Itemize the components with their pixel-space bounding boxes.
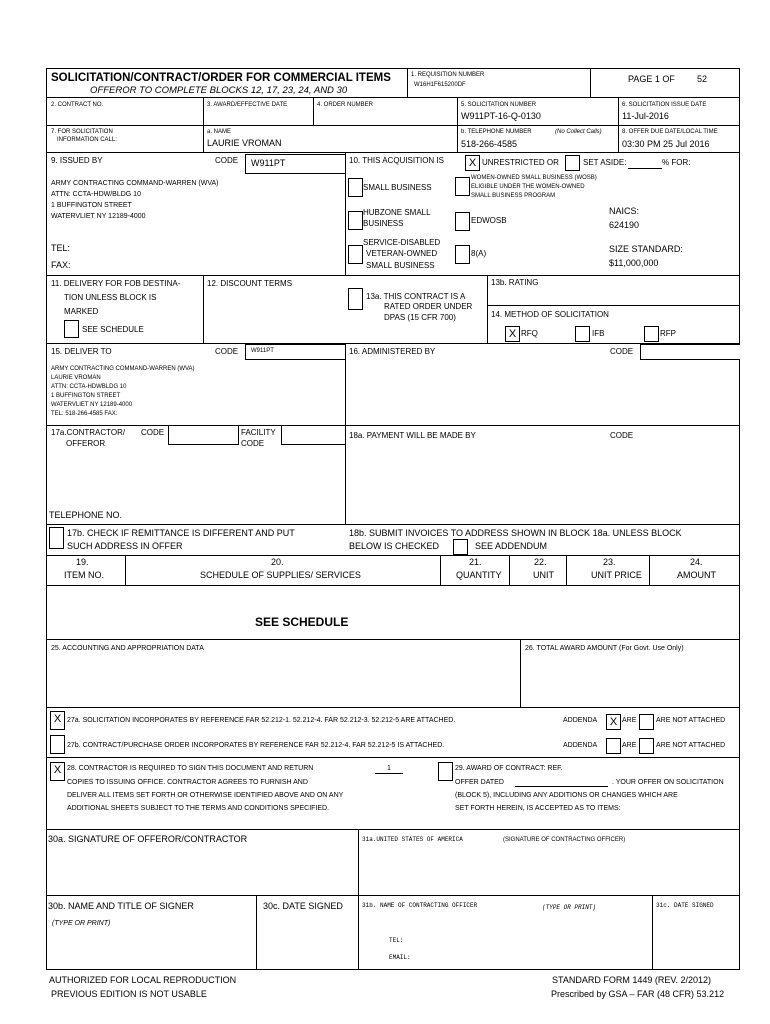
b27b-are-not-label: ARE NOT ATTACHED: [656, 742, 726, 749]
set-aside-for-label: % FOR:: [662, 158, 691, 167]
b29-line-4: SET FORTH HEREIN, IS ACCEPTED AS TO ITEMS:: [455, 805, 621, 812]
b28-line-3: DELIVER ALL ITEMS SET FORTH OR OTHERWISE IDENTIFIED ABOVE AND ON ANY: [67, 792, 344, 799]
rated-order-label-2: RATED ORDER UNDER: [384, 302, 473, 311]
offer-due-label: 8. OFFER DUE DATE/LOCAL TIME: [622, 129, 718, 135]
issued-code-label: CODE: [215, 156, 239, 165]
facility-code-label-2: CODE: [241, 439, 265, 448]
see-schedule-heading: SEE SCHEDULE: [255, 615, 349, 629]
wosb-checkbox[interactable]: [455, 177, 470, 196]
payment-code-label: CODE: [610, 431, 634, 440]
small-business-checkbox[interactable]: [348, 178, 363, 197]
b28-checkbox[interactable]: X: [50, 762, 65, 781]
b27b-text: 27b. CONTRACT/PURCHASE ORDER INCORPORATES BY REFERENCE FAR 52.212-4. FAR 52.212-5 IS ATTACHED.: [67, 742, 445, 749]
b29-line-2a: OFFER DATED: [455, 779, 504, 786]
see-addendum-label: SEE ADDENDUM: [475, 541, 548, 551]
size-standard-value: $11,000,000: [609, 258, 659, 268]
rfq-checkbox[interactable]: X: [505, 326, 520, 342]
sdvosb-label-1: SERVICE-DISABLED: [363, 238, 441, 247]
officer-date-label: 31c. DATE SIGNED: [656, 902, 714, 909]
delivery-fob-label-2: TION UNLESS BLOCK IS: [64, 293, 157, 302]
method-of-solicitation-label: 14. METHOD OF SOLICITATION: [491, 310, 609, 319]
form-title: SOLICITATION/CONTRACT/ORDER FOR COMMERCIAL ITEMS: [51, 72, 391, 84]
col-item-num: 19.: [76, 557, 89, 567]
issued-code-value: W911PT: [251, 158, 286, 168]
col-amount-num: 24.: [690, 557, 703, 567]
page-count-label: PAGE 1 OF: [628, 74, 675, 84]
issued-line-1: ARMY CONTRACTING COMMAND-WARREN (WVA): [51, 180, 219, 187]
signer-name-label: 30b. NAME AND TITLE OF SIGNER: [48, 901, 194, 911]
telephone-label: b. TELEPHONE NUMBER: [461, 129, 532, 135]
col-schedule-num: 20.: [271, 557, 284, 567]
b29-line-1: 29. AWARD OF CONTRACT: REF.: [455, 765, 563, 772]
facility-code-label-1: FACILITY: [241, 428, 276, 437]
col-amount-name: AMOUNT: [677, 570, 716, 580]
hubzone-label-2: BUSINESS: [363, 219, 404, 228]
acquisition-label: 10. THIS ACQUISITION IS: [349, 156, 444, 165]
see-schedule-checkbox[interactable]: [64, 320, 79, 338]
set-aside-checkbox[interactable]: [565, 155, 580, 171]
deliver-to-code-label: CODE: [215, 347, 239, 356]
contact-name-value: LAURIE VROMAN: [207, 138, 282, 148]
delivery-fob-label-1: 11. DELIVERY FOR FOB DESTINA-: [51, 279, 181, 288]
col-unit-price-num: 23.: [603, 557, 616, 567]
col-unit-name: UNIT: [533, 570, 554, 580]
solicitation-number-label: 5. SOLICITATION NUMBER: [461, 102, 537, 108]
deliver-to-code-value: W911PT: [251, 348, 274, 354]
accounting-label: 25. ACCOUNTING AND APPROPRIATION DATA: [51, 645, 204, 652]
contract-no-label: 2. CONTRACT NO.: [51, 102, 104, 108]
remittance-label-2: SUCH ADDRESS IN OFFER: [67, 541, 183, 551]
ifb-label: IFB: [592, 329, 605, 338]
b27a-text: 27a. SOLICITATION INCORPORATES BY REFERENCE FAR 52.212-1. 52.212-4. FAR 52.212-3. 52.212-5 ARE ATTACHED.: [67, 717, 456, 724]
deliver-to-line-6: TEL: 518-266-4585 FAX:: [51, 411, 118, 417]
discount-terms-label: 12. DISCOUNT TERMS: [207, 279, 293, 288]
administered-code-field[interactable]: [640, 344, 740, 360]
award-date-label: 3. AWARD/EFFECTIVE DATE: [207, 102, 288, 108]
remittance-checkbox[interactable]: [49, 527, 64, 549]
rated-order-checkbox[interactable]: [348, 288, 363, 310]
officer-tel-label: TEL:: [389, 937, 404, 944]
b29-line-3: (BLOCK 5), INCLUDING ANY ADDITIONS OR CHANGES WHICH ARE: [455, 792, 678, 799]
eight-a-label: 8(A): [471, 249, 487, 258]
page-count-total: 52: [697, 74, 708, 84]
wosb-label-2: ELIGIBLE UNDER THE WOMEN-OWNED: [471, 184, 585, 190]
eight-a-checkbox[interactable]: [455, 245, 470, 264]
remittance-label-1: 17b. CHECK IF REMITTANCE IS DIFFERENT AND PUT: [67, 528, 295, 538]
unrestricted-checkbox[interactable]: X: [465, 155, 480, 171]
submit-invoices-label-2: BELOW IS CHECKED: [349, 541, 440, 551]
issued-line-3: 1 BUFFINGTON STREET: [51, 202, 132, 209]
b28-copies: 1: [387, 765, 391, 772]
col-quantity-name: QUANTITY: [456, 570, 502, 580]
edwosb-checkbox[interactable]: [455, 212, 470, 231]
naics-label: NAICS:: [609, 206, 640, 216]
issued-by-label: 9. ISSUED BY: [51, 156, 103, 165]
issued-fax-label: FAX:: [51, 260, 71, 270]
submit-invoices-label-1: 18b. SUBMIT INVOICES TO ADDRESS SHOWN IN BLOCK 18a. UNLESS BLOCK: [349, 528, 682, 538]
contractor-code-field[interactable]: [168, 425, 239, 445]
col-schedule-name: SCHEDULE OF SUPPLIES/ SERVICES: [200, 570, 361, 580]
b27a-are-checkbox[interactable]: X: [606, 714, 621, 730]
col-quantity-num: 21.: [469, 557, 482, 567]
b28-line-2: COPIES TO ISSUING OFFICE. CONTRACTOR AGREES TO FURNISH AND: [67, 779, 308, 786]
contractor-code-label: CODE: [141, 428, 165, 437]
delivery-fob-label-3: MARKED: [64, 307, 99, 316]
b27a-are-not-label: ARE NOT ATTACHED: [656, 717, 726, 724]
hubzone-checkbox[interactable]: [348, 211, 363, 230]
deliver-to-line-3: ATTN: CCTA-HDWBLDG 10: [51, 384, 127, 390]
b27a-are-not-checkbox[interactable]: [639, 714, 654, 730]
b27b-are-not-checkbox[interactable]: [639, 738, 654, 754]
officer-name-label: 31b. NAME OF CONTRACTING OFFICER: [362, 902, 478, 909]
b29-line-2b: . YOUR OFFER ON SOLICITATION: [612, 779, 724, 786]
col-item-name: ITEM NO.: [64, 570, 104, 580]
footer-prescribed-by: Prescribed by GSA – FAR (48 CFR) 53.212: [551, 989, 725, 999]
telephone-value: 518-266-4585: [461, 139, 518, 149]
size-standard-label: SIZE STANDARD:: [609, 244, 683, 254]
solicitation-info-label: 7. FOR SOLICITATION: [51, 129, 113, 135]
rfp-label: RFP: [660, 329, 676, 338]
wosb-label-3: SMALL BUSINESS PROGRAM: [471, 193, 556, 199]
signature-offeror-label: 30a. SIGNATURE OF OFFEROR/CONTRACTOR: [48, 834, 248, 844]
offer-due-value: 03:30 PM 25 Jul 2016: [622, 139, 710, 149]
rating-label: 13b. RATING: [491, 278, 539, 287]
solicitation-info-label-2: INFORMATION CALL:: [57, 137, 117, 143]
naics-value: 624190: [609, 220, 640, 230]
issue-date-label: 6. SOLICITATION ISSUE DATE: [622, 102, 707, 108]
issued-tel-label: TEL:: [51, 243, 71, 253]
contractor-label-2: OFFEROR: [66, 439, 106, 448]
sdvosb-checkbox[interactable]: [348, 245, 363, 264]
unrestricted-label: UNRESTRICTED OR: [482, 158, 559, 167]
rfp-checkbox[interactable]: [644, 326, 659, 342]
signature-usa-label: 31a.UNITED STATES OF AMERICA: [362, 836, 463, 843]
footer-form-number: STANDARD FORM 1449 (REV. 2/2012): [552, 975, 712, 985]
b28-line-4: ADDITIONAL SHEETS SUBJECT TO THE TERMS AND CONDITIONS SPECIFIED.: [67, 805, 330, 812]
telephone-no-label: TELEPHONE NO.: [49, 510, 123, 520]
deliver-to-line-1: ARMY CONTRACTING COMMAND-WARREN (WVA): [51, 366, 195, 372]
see-addendum-checkbox[interactable]: [453, 539, 468, 555]
rfq-label: RFQ: [521, 329, 538, 338]
rated-order-label-3: DPAS (15 CFR 700): [384, 313, 456, 322]
requisition-value: W16H1F615200DF: [414, 82, 466, 88]
hubzone-label-1: HUBZONE SMALL: [363, 208, 431, 217]
b27b-are-checkbox[interactable]: [606, 738, 621, 754]
small-business-label: SMALL BUSINESS: [363, 183, 432, 192]
officer-name-note: (TYPE OR PRINT): [542, 904, 597, 911]
wosb-label-1: WOMEN-OWNED SMALL BUSINESS (WOSB): [471, 175, 597, 181]
signature-officer-note: (SIGNATURE OF CONTRACTING OFFICER): [503, 837, 626, 843]
b27b-are-label: ARE: [622, 742, 637, 749]
contact-name-label: a. NAME: [207, 129, 232, 135]
deliver-to-line-5: WATERVLIET NY 12189-4000: [51, 402, 133, 408]
footer-reproduction: AUTHORIZED FOR LOCAL REPRODUCTION: [49, 975, 237, 985]
officer-email-label: EMAIL:: [389, 954, 411, 961]
b28-line-1: 28. CONTRACTOR IS REQUIRED TO SIGN THIS DOCUMENT AND RETURN: [67, 765, 314, 772]
b27a-checkbox[interactable]: X: [50, 711, 65, 730]
deliver-to-label: 15. DELIVER TO: [51, 347, 112, 356]
col-unit-price-name: UNIT PRICE: [591, 570, 642, 580]
b27a-addenda-label: ADDENDA: [563, 717, 598, 724]
telephone-note: (No Collect Calls): [555, 129, 602, 135]
rated-order-label-1: 13a. THIS CONTRACT IS A: [366, 292, 466, 301]
footer-previous-edition: PREVIOUS EDITION IS NOT USABLE: [51, 989, 207, 999]
sdvosb-label-3: SMALL BUSINESS: [366, 261, 435, 270]
date-signed-label: 30c. DATE SIGNED: [263, 901, 343, 911]
edwosb-label: EDWOSB: [471, 216, 507, 225]
ifb-checkbox[interactable]: [575, 326, 590, 342]
order-number-label: 4. ORDER NUMBER: [317, 102, 374, 108]
facility-code-field[interactable]: [281, 425, 346, 445]
form-subtitle: OFFEROR TO COMPLETE BLOCKS 12, 17, 23, 24, AND 30: [90, 85, 348, 96]
administered-code-label: CODE: [610, 347, 634, 356]
total-award-label: 26. TOTAL AWARD AMOUNT (For Govt. Use Only): [525, 645, 684, 652]
b27b-checkbox[interactable]: [50, 735, 65, 754]
b27b-addenda-label: ADDENDA: [563, 742, 598, 749]
deliver-to-line-2: LAURIE VROMAN: [51, 375, 101, 381]
b29-checkbox[interactable]: [438, 762, 453, 781]
signer-name-note: (TYPE OR PRINT): [52, 920, 111, 927]
contractor-label-1: 17a.CONTRACTOR/: [51, 428, 126, 437]
set-aside-label: SET ASIDE:: [583, 158, 627, 167]
requisition-label: 1. REQUISITION NUMBER: [411, 72, 485, 78]
administered-by-label: 16. ADMINISTERED BY: [349, 347, 436, 356]
issued-line-4: WATERVLIET NY 12189-4000: [51, 213, 146, 220]
b27a-are-label: ARE: [622, 717, 637, 724]
col-unit-num: 22.: [534, 557, 547, 567]
issued-line-2: ATTN: CCTA-HDW/BLDG 10: [51, 191, 141, 198]
see-schedule-label: SEE SCHEDULE: [82, 325, 144, 334]
payment-label: 18a. PAYMENT WILL BE MADE BY: [349, 431, 476, 440]
sdvosb-label-2: VETERAN-OWNED: [366, 249, 438, 258]
issue-date-value: 11-Jul-2016: [622, 111, 669, 121]
deliver-to-line-4: 1 BUFFINGTON STREET: [51, 393, 121, 399]
solicitation-number-value: W911PT-16-Q-0130: [461, 111, 541, 121]
